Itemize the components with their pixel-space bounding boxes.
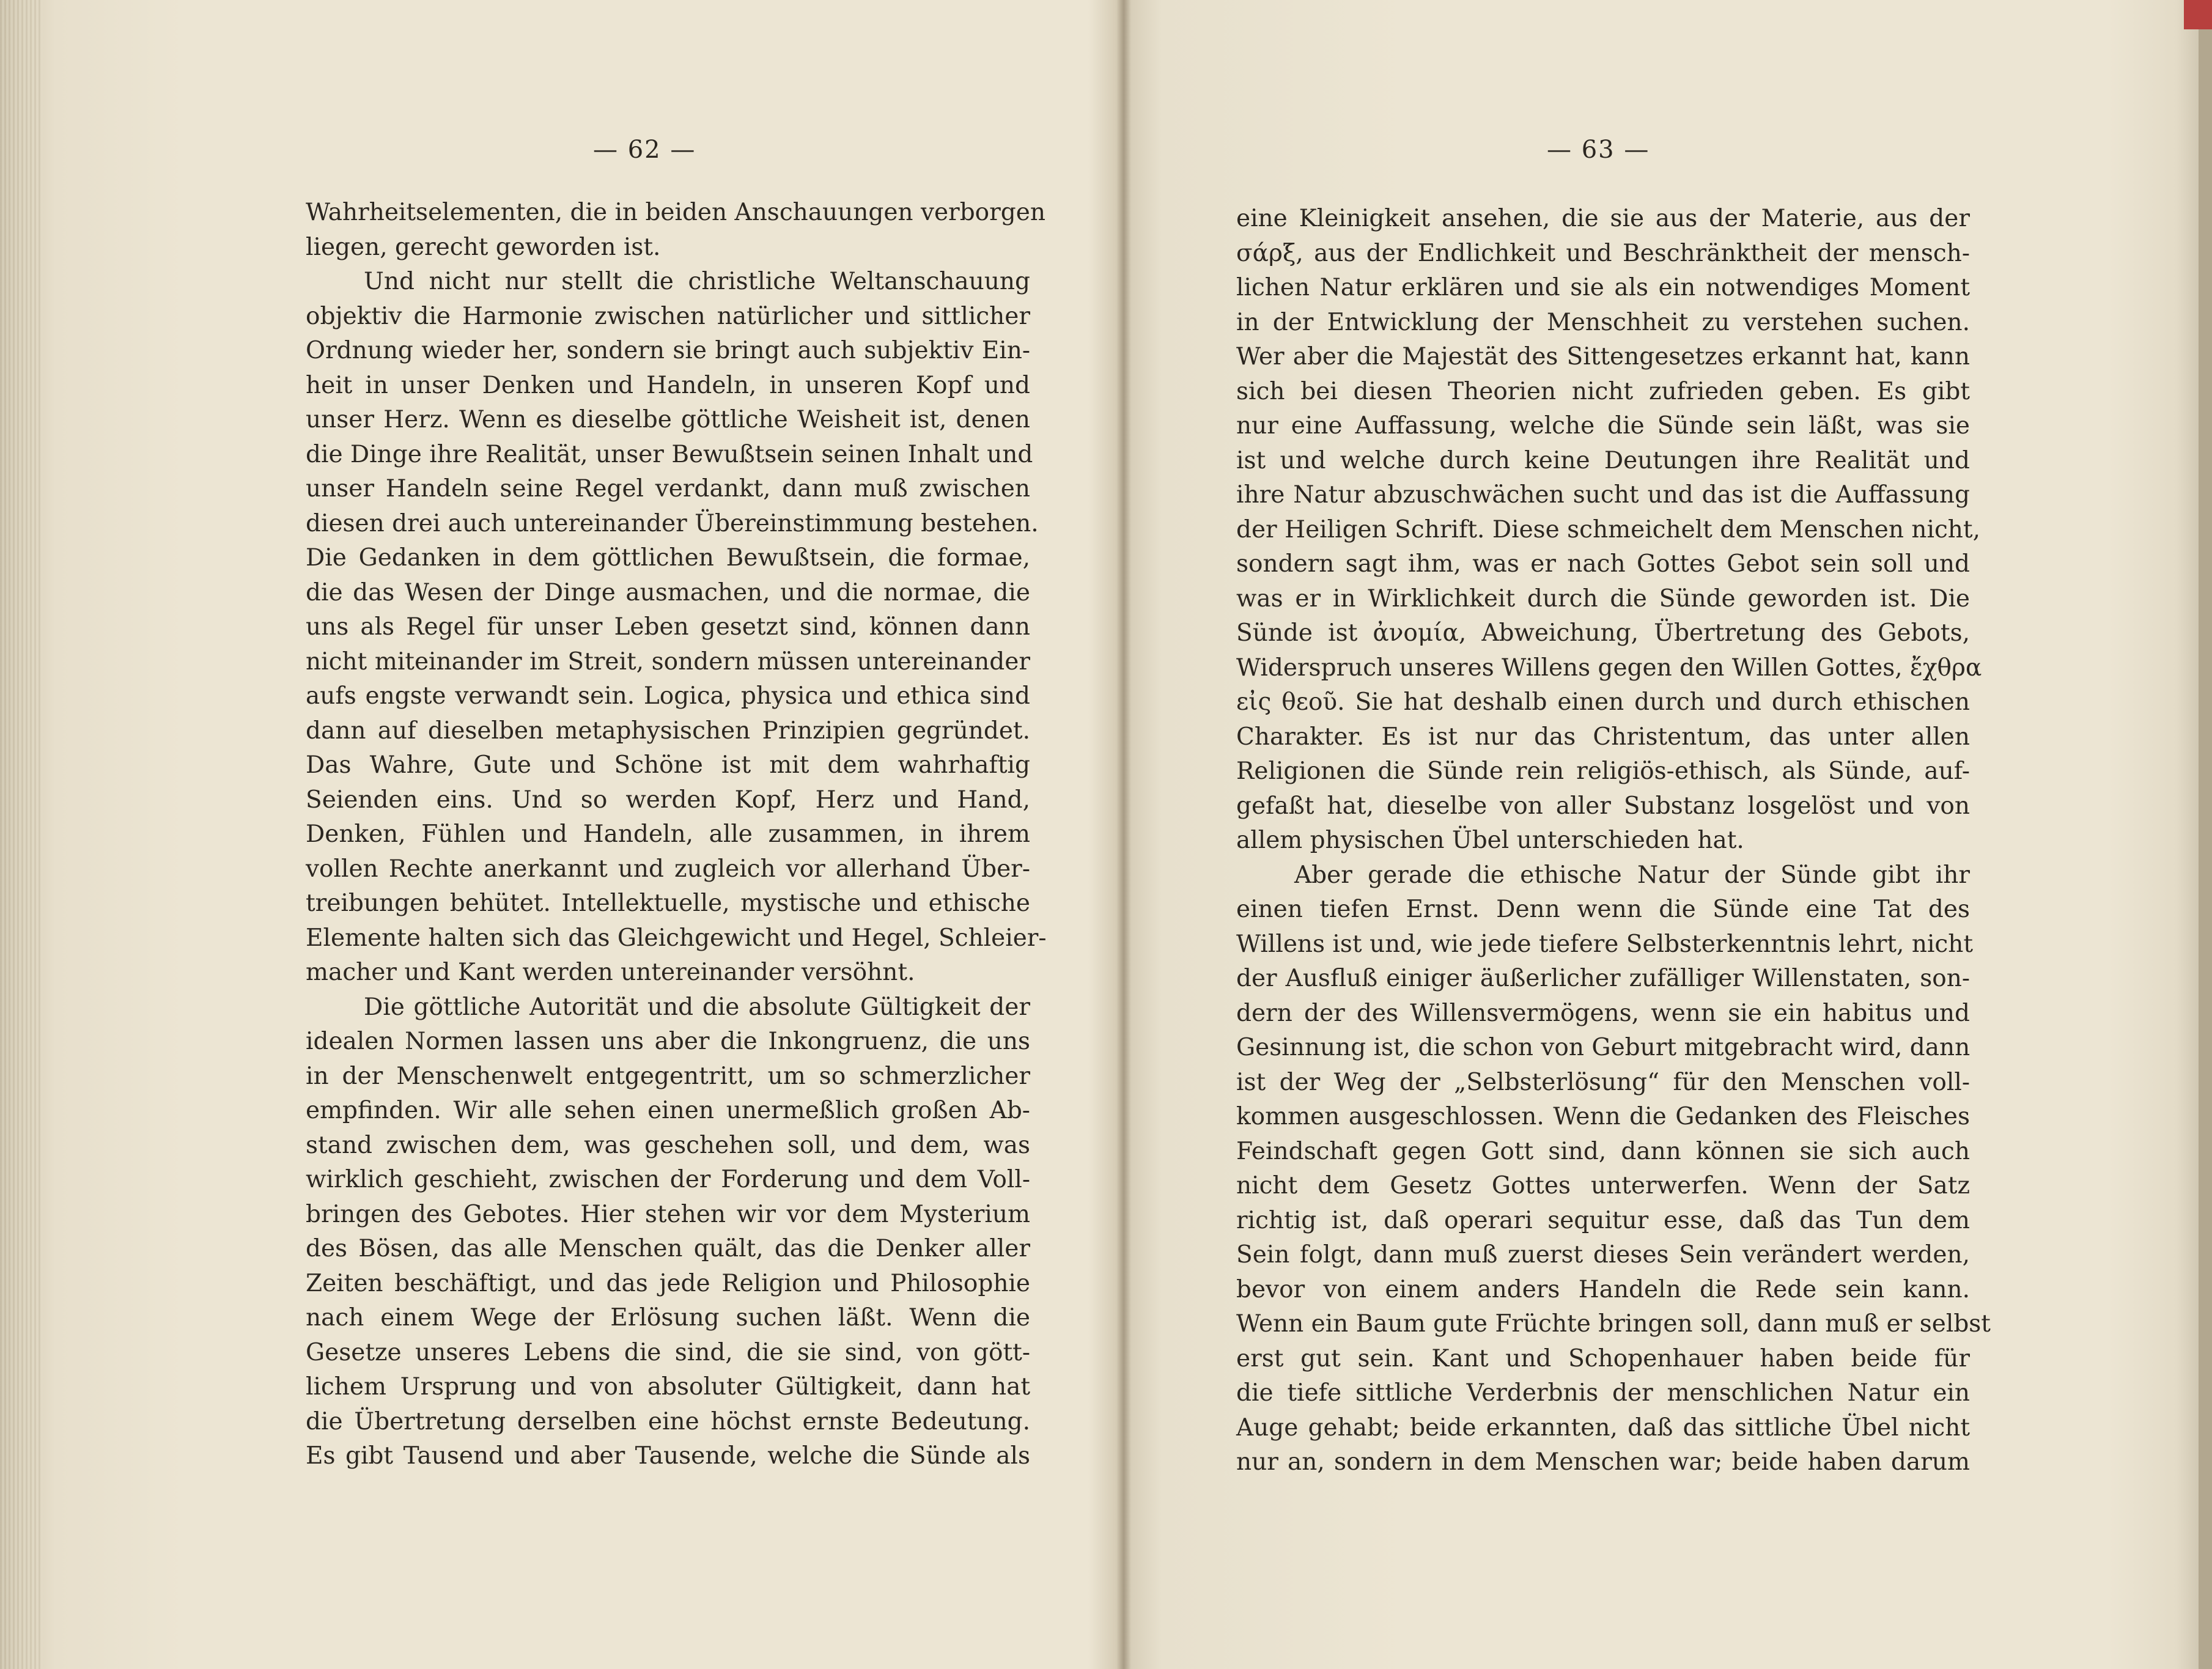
text-line: Seienden eins. Und so werden Kopf, Herz und Hand, bbox=[306, 786, 1030, 814]
text-line: dern der des Willensvermögens, wenn sie ein habitus und bbox=[1236, 999, 1970, 1027]
text-line: was er in Wirklichkeit durch die Sünde geworden ist. Die bbox=[1236, 584, 1970, 613]
text-line: gefaßt hat, dieselbe von aller Substanz losgelöst und von bbox=[1236, 792, 1970, 820]
text-line: der Ausfluß einiger äußerlicher zufälliger Willenstaten, son- bbox=[1236, 965, 1970, 992]
text-line: ist und welche durch keine Deutungen ihre Realität und bbox=[1236, 446, 1970, 474]
text-line: Charakter. Es ist nur das Christentum, das unter allen bbox=[1236, 723, 1970, 751]
text-line: der Heiligen Schrift. Diese schmeichelt dem Menschen nicht, bbox=[1236, 515, 1980, 543]
text-line: lichen Natur erklären und sie als ein notwendiges Moment bbox=[1236, 274, 1970, 301]
text-line: nach einem Wege der Erlösung suchen läßt. Wenn die bbox=[306, 1304, 1030, 1332]
text-line: Religionen die Sünde rein religiös-ethisch, als Sünde, auf- bbox=[1236, 757, 1970, 785]
text-line: aufs engste verwandt sein. Logica, physica und ethica sind bbox=[306, 682, 1030, 710]
text-line: sondern sagt ihm, was er nach Gottes Gebot sein soll und bbox=[1236, 550, 1970, 578]
text-line: erst gut sein. Kant und Schopenhauer haben beide für bbox=[1236, 1344, 1970, 1372]
text-line: treibungen behütet. Intellektuelle, mystische und ethische bbox=[306, 890, 1030, 917]
text-line: kommen ausgeschlossen. Wenn die Gedanken des Fleisches bbox=[1236, 1103, 1970, 1130]
text-line: nicht miteinander im Streit, sondern müssen untereinander bbox=[306, 647, 1030, 676]
text-line: ist der Weg der „Selbsterlösung“ für den Menschen voll- bbox=[1236, 1068, 1970, 1096]
body-text bbox=[306, 196, 1047, 1474]
text-line: εἰς θεοῦ. Sie hat deshalb einen durch und durch ethischen bbox=[1236, 688, 1970, 716]
text-line: nur an, sondern in dem Menschen war; beide haben darum bbox=[1236, 1448, 1970, 1476]
text-line: Auge gehabt; beide erkannten, daß das sittliche Übel nicht bbox=[1236, 1413, 1970, 1442]
text-line: eine Kleinigkeit ansehen, die sie aus der Materie, aus der bbox=[1236, 205, 1970, 232]
text-line: dann auf dieselben metaphysischen Prinzipien gegründet. bbox=[306, 717, 1030, 745]
text-line: stand zwischen dem, was geschehen soll, und dem, was bbox=[306, 1131, 1030, 1159]
text-line: Wer aber die Majestät des Sittengesetzes erkannt hat, kann bbox=[1236, 343, 1970, 370]
text-line: Widerspruch unseres Willens gegen den Willen Gottes, ἔχθρα bbox=[1236, 654, 1982, 682]
text-line: Gesinnung ist, die schon von Geburt mitgebracht wird, dann bbox=[1236, 1034, 1971, 1061]
text-line: Denken, Fühlen und Handeln, alle zusammen, in ihrem bbox=[306, 820, 1030, 848]
text-line: uns als Regel für unser Leben gesetzt sind, können dann bbox=[306, 613, 1030, 641]
text-line: in der Entwicklung der Menschheit zu verstehen suchen. bbox=[1236, 308, 1970, 336]
text-line: Wahrheitselementen, die in beiden Anschauungen verborgen bbox=[306, 199, 1045, 226]
text-line: Elemente halten sich das Gleichgewicht und Hegel, Schleier- bbox=[306, 924, 1047, 952]
text-line: Wenn ein Baum gute Früchte bringen soll, dann muß er selbst bbox=[1236, 1310, 1991, 1338]
text-line: Aber gerade die ethische Natur der Sünde gibt ihr bbox=[1294, 861, 1970, 889]
text-line: Zeiten beschäftigt, und das jede Religion und Philosophie bbox=[306, 1269, 1030, 1297]
text-line: Es gibt Tausend und aber Tausende, welche die Sünde als bbox=[306, 1442, 1030, 1470]
text-line: sich bei diesen Theorien nicht zufrieden geben. Es gibt bbox=[1236, 377, 1970, 405]
text-line: nicht dem Gesetz Gottes unterwerfen. Wenn der Satz bbox=[1236, 1172, 1970, 1199]
text-line: die Dinge ihre Realität, unser Bewußtsein seinen Inhalt und bbox=[306, 440, 1033, 468]
text-line: die Übertretung derselben eine höchst ernste Bedeutung. bbox=[306, 1407, 1030, 1435]
text-line: des Bösen, das alle Menschen quält, das die Denker aller bbox=[306, 1235, 1030, 1262]
text-line: lichem Ursprung und von absoluter Gültigkeit, dann hat bbox=[306, 1373, 1030, 1401]
text-line: Sein folgt, dann muß zuerst dieses Sein verändert werden, bbox=[1236, 1241, 1970, 1269]
text-line: in der Menschenwelt entgegentritt, um so schmerzlicher bbox=[306, 1062, 1030, 1090]
text-line: nur eine Auffassung, welche die Sünde sein läßt, was sie bbox=[1236, 412, 1970, 440]
text-line: heit in unser Denken und Handeln, in unseren Kopf und bbox=[306, 371, 1030, 399]
page-number: — 62 — bbox=[593, 136, 696, 164]
text-line: die das Wesen der Dinge ausmachen, und die normae, die bbox=[306, 578, 1030, 606]
text-line: Gesetze unseres Lebens die sind, die sie sind, von gött- bbox=[306, 1338, 1030, 1366]
text-line: idealen Normen lassen uns aber die Inkongruenz, die uns bbox=[306, 1028, 1030, 1055]
text-line: Die Gedanken in dem göttlichen Bewußtsein, die formae, bbox=[306, 544, 1030, 572]
text-line: objektiv die Harmonie zwischen natürlicher und sittlicher bbox=[306, 302, 1030, 330]
text-line: σάρξ, aus der Endlichkeit und Beschränktheit der mensch- bbox=[1236, 239, 1970, 267]
text-line: allem physischen Übel unterschieden hat. bbox=[1236, 827, 1744, 854]
page-number: — 63 — bbox=[1547, 136, 1650, 164]
text-line: einen tiefen Ernst. Denn wenn die Sünde eine Tat des bbox=[1236, 896, 1970, 923]
text-line: Willens ist und, wie jede tiefere Selbsterkenntnis lehrt, nicht bbox=[1236, 930, 1974, 958]
body-text bbox=[1236, 202, 1991, 1480]
text-line: wirklich geschieht, zwischen der Forderung und dem Voll- bbox=[306, 1166, 1030, 1193]
text-line: Sünde ist ἀνομία, Abweichung, Übertretung des Gebots, bbox=[1236, 619, 1970, 647]
text-line: unser Handeln seine Regel verdankt, dann muß zwischen bbox=[306, 475, 1030, 503]
text-line: Und nicht nur stellt die christliche Weltanschauung bbox=[364, 268, 1030, 295]
text-line: liegen, gerecht geworden ist. bbox=[306, 233, 661, 261]
text-line: Das Wahre, Gute und Schöne ist mit dem wahrhaftig bbox=[306, 751, 1030, 779]
text-line: vollen Rechte anerkannt und zugleich vor allerhand Über- bbox=[306, 855, 1030, 883]
text-line: empfinden. Wir alle sehen einen unermeßlich großen Ab- bbox=[306, 1097, 1030, 1124]
text-line: ihre Natur abzuschwächen sucht und das ist die Auffassung bbox=[1236, 481, 1970, 509]
text-line: macher und Kant werden untereinander versöhnt. bbox=[306, 959, 915, 986]
text-line: bringen des Gebotes. Hier stehen wir vor dem Mysterium bbox=[306, 1200, 1030, 1228]
text-line: bevor von einem anders Handeln die Rede sein kann. bbox=[1236, 1275, 1970, 1303]
text-line: Feindschaft gegen Gott sind, dann können sie sich auch bbox=[1236, 1137, 1970, 1165]
text-line: diesen drei auch untereinander Übereinstimmung bestehen. bbox=[306, 509, 1039, 537]
text-line: richtig ist, daß operari sequitur esse, daß das Tun dem bbox=[1236, 1206, 1970, 1234]
right-page bbox=[1131, 0, 2212, 1669]
text-line: unser Herz. Wenn es dieselbe göttliche Weisheit ist, denen bbox=[306, 406, 1030, 433]
text-line: die tiefe sittliche Verderbnis der menschlichen Natur ein bbox=[1236, 1379, 1970, 1407]
text-line: Ordnung wieder her, sondern sie bringt auch subjektiv Ein- bbox=[306, 337, 1030, 364]
text-line: Die göttliche Autorität und die absolute Gültigkeit der bbox=[364, 993, 1030, 1021]
